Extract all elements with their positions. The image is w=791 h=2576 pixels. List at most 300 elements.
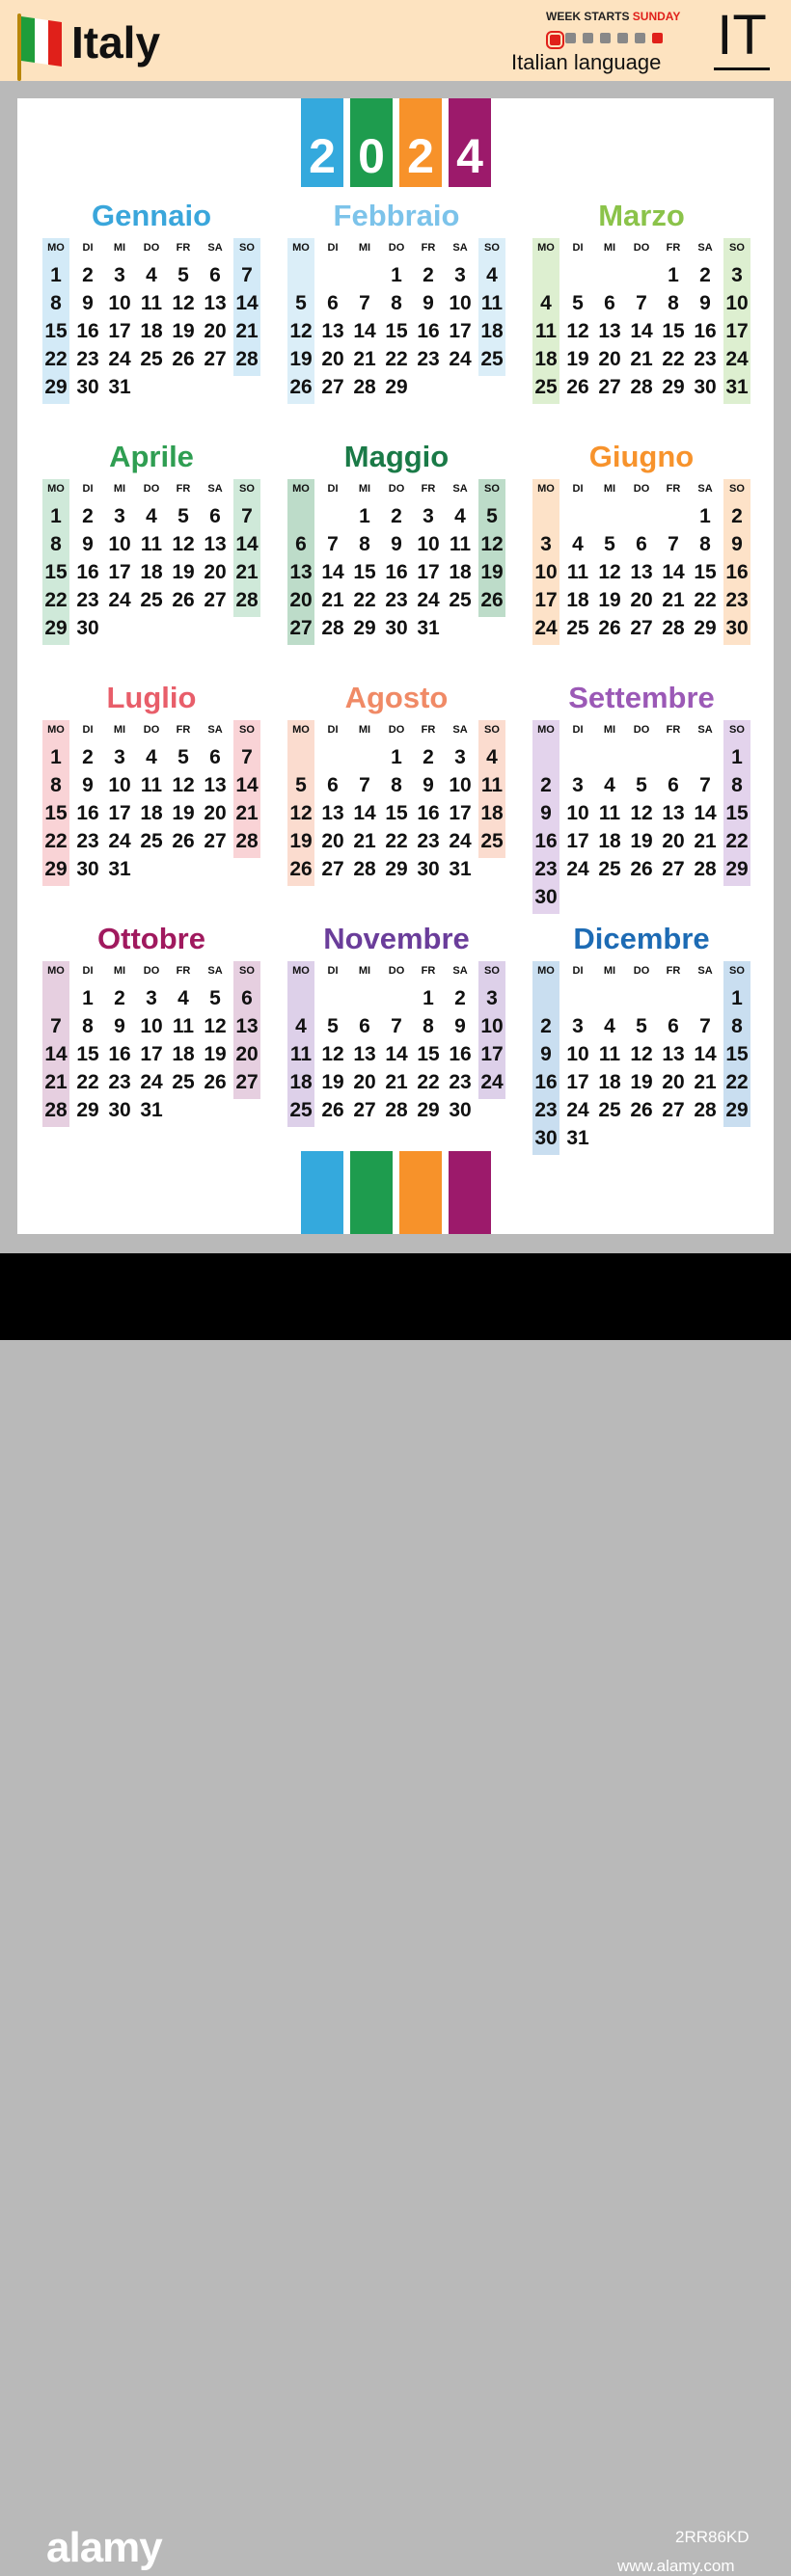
day-cell: 1	[423, 987, 434, 1009]
weekday-header: DO	[388, 724, 405, 736]
day-cell: 13	[662, 1043, 685, 1065]
day-cell: 18	[566, 589, 589, 611]
day-cell: 6	[327, 292, 339, 314]
day-cell: 6	[636, 533, 647, 555]
day-cell: 14	[694, 802, 717, 824]
color-bar	[301, 1151, 343, 1234]
day-cell: 18	[140, 561, 163, 583]
day-cell: 11	[140, 533, 163, 555]
day-cell: 16	[449, 1043, 472, 1065]
day-cell: 1	[731, 746, 743, 768]
day-cell: 16	[725, 561, 749, 583]
weekday-header: SA	[452, 483, 468, 495]
day-cell: 3	[486, 987, 498, 1009]
day-cell: 25	[480, 348, 504, 370]
day-cell: 27	[289, 617, 313, 639]
day-cell: 15	[44, 561, 68, 583]
weekday-header: SA	[207, 965, 223, 977]
weekday-header: SO	[729, 965, 745, 977]
day-cell: 7	[699, 1015, 711, 1037]
day-cell: 21	[662, 589, 685, 611]
day-cell: 13	[321, 802, 344, 824]
day-cell: 17	[108, 320, 131, 342]
day-cell: 19	[630, 1071, 653, 1093]
day-cell: 15	[44, 802, 68, 824]
day-cell: 16	[76, 320, 99, 342]
day-cell: 15	[417, 1043, 440, 1065]
weekday-header: FR	[666, 724, 681, 736]
day-cell: 13	[204, 774, 227, 796]
day-cell: 5	[604, 533, 615, 555]
day-cell: 8	[50, 533, 62, 555]
day-cell: 7	[241, 746, 253, 768]
day-cell: 29	[44, 376, 68, 398]
day-cell: 17	[417, 561, 440, 583]
day-cell: 19	[598, 589, 621, 611]
day-cell: 22	[694, 589, 717, 611]
month-name: Gennaio	[91, 199, 211, 232]
day-cell: 16	[417, 320, 440, 342]
day-cell: 17	[566, 1071, 589, 1093]
day-cell: 30	[534, 886, 558, 908]
day-cell: 20	[321, 830, 344, 852]
day-cell: 10	[534, 561, 558, 583]
day-cell: 29	[353, 617, 376, 639]
day-cell: 19	[630, 830, 653, 852]
day-cell: 13	[235, 1015, 259, 1037]
day-cell: 29	[662, 376, 685, 398]
day-cell: 30	[385, 617, 408, 639]
day-cell: 1	[699, 505, 711, 527]
day-cell: 9	[82, 533, 94, 555]
day-cell: 4	[295, 1015, 307, 1037]
day-cell: 21	[44, 1071, 68, 1093]
day-cell: 5	[327, 1015, 339, 1037]
day-cell: 11	[598, 802, 621, 824]
weekday-header: FR	[176, 242, 191, 254]
day-cell: 19	[480, 561, 504, 583]
day-cell: 1	[391, 264, 402, 286]
day-cell: 9	[454, 1015, 466, 1037]
color-bar	[449, 1151, 491, 1234]
day-cell: 10	[108, 292, 131, 314]
weekday-header: DI	[572, 965, 584, 977]
day-cell: 29	[725, 1099, 749, 1121]
day-cell: 24	[566, 858, 589, 880]
alamy-logo: alamy	[46, 2524, 162, 2571]
weekday-header: SO	[729, 483, 745, 495]
day-cell: 12	[289, 320, 313, 342]
day-cell: 18	[172, 1043, 195, 1065]
day-cell: 7	[50, 1015, 62, 1037]
day-cell: 6	[209, 746, 221, 768]
day-cell: 30	[108, 1099, 131, 1121]
day-cell: 7	[241, 264, 253, 286]
day-cell: 15	[662, 320, 685, 342]
day-cell: 24	[725, 348, 749, 370]
weekday-header: MO	[47, 965, 65, 977]
day-cell: 12	[480, 533, 504, 555]
day-cell: 8	[668, 292, 679, 314]
month-agosto	[286, 677, 507, 918]
day-cell: 17	[534, 589, 558, 611]
day-cell: 25	[449, 589, 472, 611]
day-cell: 10	[566, 802, 589, 824]
day-cell: 26	[172, 589, 195, 611]
day-cell: 22	[353, 589, 376, 611]
month-settembre	[531, 677, 752, 918]
weekday-header: FR	[176, 965, 191, 977]
day-cell: 27	[662, 858, 685, 880]
month-gennaio	[41, 195, 262, 436]
day-cell: 2	[540, 1015, 552, 1037]
weekday-header: SA	[697, 483, 713, 495]
day-cell: 27	[204, 348, 227, 370]
day-cell: 5	[295, 292, 307, 314]
day-cell: 18	[140, 320, 163, 342]
weekday-header: MI	[603, 724, 616, 736]
day-cell: 4	[177, 987, 189, 1009]
day-cell: 4	[454, 505, 466, 527]
day-cell: 8	[359, 533, 370, 555]
day-cell: 7	[699, 774, 711, 796]
weekday-header: DI	[82, 483, 94, 495]
day-cell: 31	[108, 376, 131, 398]
weekday-header: DI	[82, 965, 94, 977]
month-name: Giugno	[588, 440, 695, 473]
weekday-header: DO	[143, 724, 160, 736]
day-cell: 2	[114, 987, 125, 1009]
day-cell: 30	[534, 1127, 558, 1149]
day-cell: 30	[694, 376, 717, 398]
weekday-header: MI	[358, 965, 371, 977]
day-cell: 15	[725, 802, 749, 824]
day-cell: 4	[540, 292, 552, 314]
day-cell: 6	[327, 774, 339, 796]
day-cell: 19	[566, 348, 589, 370]
day-cell: 20	[204, 802, 227, 824]
weekday-header: SO	[729, 242, 745, 254]
day-cell: 4	[572, 533, 584, 555]
day-cell: 28	[235, 348, 259, 370]
weekday-header: MO	[537, 483, 555, 495]
day-cell: 3	[454, 264, 466, 286]
day-cell: 16	[534, 830, 558, 852]
day-cell: 6	[295, 533, 307, 555]
language-label: Italian language	[511, 50, 662, 74]
weekday-header: DO	[388, 242, 405, 254]
day-cell: 4	[486, 264, 498, 286]
day-cell: 23	[76, 589, 99, 611]
day-cell: 28	[235, 589, 259, 611]
day-cell: 25	[598, 1099, 621, 1121]
day-cell: 11	[480, 774, 504, 796]
day-cell: 4	[604, 774, 615, 796]
weekday-header: MI	[358, 483, 371, 495]
day-cell: 11	[140, 774, 163, 796]
day-cell: 1	[50, 505, 62, 527]
day-cell: 5	[636, 774, 647, 796]
day-cell: 31	[140, 1099, 163, 1121]
weekday-header: FR	[176, 724, 191, 736]
day-cell: 28	[353, 858, 376, 880]
day-cell: 24	[140, 1071, 163, 1093]
day-cell: 13	[289, 561, 313, 583]
day-cell: 21	[321, 589, 344, 611]
day-cell: 30	[417, 858, 440, 880]
day-cell: 8	[391, 774, 402, 796]
weekday-header: SA	[207, 242, 223, 254]
day-cell: 13	[321, 320, 344, 342]
weekday-header: FR	[421, 965, 436, 977]
image-id: 2RR86KD	[675, 2528, 750, 2546]
day-cell: 19	[321, 1071, 344, 1093]
day-cell: 15	[76, 1043, 99, 1065]
day-cell: 22	[725, 1071, 749, 1093]
day-cell: 14	[321, 561, 344, 583]
month-dicembre	[531, 918, 752, 1159]
day-cell: 21	[694, 830, 717, 852]
day-cell: 27	[598, 376, 621, 398]
month-aprile	[41, 436, 262, 677]
weekday-header: DO	[633, 483, 650, 495]
day-cell: 11	[598, 1043, 621, 1065]
day-cell: 29	[44, 858, 68, 880]
day-cell: 9	[423, 774, 434, 796]
day-cell: 7	[391, 1015, 402, 1037]
day-cell: 12	[204, 1015, 227, 1037]
day-cell: 2	[540, 774, 552, 796]
weekday-header: FR	[666, 483, 681, 495]
day-cell: 30	[76, 376, 99, 398]
day-cell: 25	[140, 830, 163, 852]
day-cell: 12	[172, 774, 195, 796]
weekday-header: SO	[484, 965, 500, 977]
weekday-header: SA	[697, 965, 713, 977]
weekday-header: MI	[603, 242, 616, 254]
day-cell: 20	[662, 1071, 685, 1093]
day-cell: 24	[449, 348, 472, 370]
day-cell: 3	[540, 533, 552, 555]
flag-stripe-white	[35, 18, 48, 65]
week-dot	[548, 33, 562, 47]
day-cell: 21	[235, 561, 259, 583]
day-cell: 18	[534, 348, 558, 370]
day-cell: 31	[417, 617, 440, 639]
week-start-label	[546, 10, 680, 23]
day-cell: 16	[108, 1043, 131, 1065]
day-cell: 11	[480, 292, 504, 314]
day-cell: 20	[204, 561, 227, 583]
day-cell: 26	[566, 376, 589, 398]
day-cell: 28	[662, 617, 685, 639]
weekday-header: SA	[207, 483, 223, 495]
flag-stripe-green	[21, 16, 35, 63]
day-cell: 21	[694, 1071, 717, 1093]
day-cell: 6	[209, 264, 221, 286]
weekday-header: FR	[666, 965, 681, 977]
day-cell: 16	[694, 320, 717, 342]
weekday-header: MI	[113, 242, 126, 254]
day-cell: 21	[385, 1071, 408, 1093]
day-cell: 19	[172, 320, 195, 342]
day-cell: 16	[76, 802, 99, 824]
day-cell: 13	[204, 292, 227, 314]
day-cell: 3	[572, 1015, 584, 1037]
day-cell: 14	[385, 1043, 408, 1065]
day-cell: 7	[327, 533, 339, 555]
week-dot	[565, 33, 576, 43]
day-cell: 8	[391, 292, 402, 314]
day-cell: 14	[44, 1043, 68, 1065]
weekday-header: MO	[292, 965, 310, 977]
day-cell: 13	[662, 802, 685, 824]
day-cell: 15	[385, 320, 408, 342]
day-cell: 19	[289, 830, 313, 852]
day-cell: 15	[353, 561, 376, 583]
weekday-header: MI	[113, 483, 126, 495]
day-cell: 9	[540, 1043, 552, 1065]
day-cell: 10	[449, 292, 472, 314]
day-cell: 13	[353, 1043, 376, 1065]
day-cell: 17	[140, 1043, 163, 1065]
day-cell: 23	[534, 1099, 558, 1121]
day-cell: 22	[76, 1071, 99, 1093]
day-cell: 24	[566, 1099, 589, 1121]
day-cell: 3	[454, 746, 466, 768]
day-cell: 23	[725, 589, 749, 611]
day-cell: 15	[725, 1043, 749, 1065]
day-cell: 20	[235, 1043, 259, 1065]
weekday-header: MO	[292, 724, 310, 736]
day-cell: 26	[598, 617, 621, 639]
day-cell: 19	[289, 348, 313, 370]
day-cell: 9	[699, 292, 711, 314]
weekday-header: DI	[572, 242, 584, 254]
day-cell: 14	[662, 561, 685, 583]
day-cell: 9	[391, 533, 402, 555]
day-cell: 27	[630, 617, 653, 639]
week-dot	[635, 33, 645, 43]
day-cell: 28	[235, 830, 259, 852]
month-name: Novembre	[323, 922, 470, 955]
day-cell: 8	[50, 292, 62, 314]
day-cell: 5	[209, 987, 221, 1009]
day-cell: 27	[204, 589, 227, 611]
color-bar	[350, 1151, 393, 1234]
day-cell: 17	[480, 1043, 504, 1065]
day-cell: 1	[391, 746, 402, 768]
weekday-header: FR	[421, 724, 436, 736]
day-cell: 9	[540, 802, 552, 824]
weekday-header: SO	[239, 242, 255, 254]
day-cell: 19	[204, 1043, 227, 1065]
day-cell: 10	[480, 1015, 504, 1037]
day-cell: 31	[108, 858, 131, 880]
day-cell: 22	[417, 1071, 440, 1093]
day-cell: 17	[108, 561, 131, 583]
day-cell: 2	[82, 505, 94, 527]
month-marzo	[531, 195, 752, 436]
day-cell: 1	[359, 505, 370, 527]
day-cell: 29	[725, 858, 749, 880]
weekday-header: SA	[452, 724, 468, 736]
month-ottobre	[41, 918, 262, 1159]
weekday-header: SA	[697, 724, 713, 736]
day-cell: 4	[146, 746, 157, 768]
day-cell: 27	[321, 376, 344, 398]
weekday-header: MO	[47, 483, 65, 495]
weekday-header: MO	[537, 965, 555, 977]
day-cell: 27	[353, 1099, 376, 1121]
day-cell: 9	[82, 774, 94, 796]
day-cell: 17	[725, 320, 749, 342]
day-cell: 22	[662, 348, 685, 370]
day-cell: 9	[731, 533, 743, 555]
day-cell: 13	[630, 561, 653, 583]
day-cell: 1	[731, 987, 743, 1009]
flag-stripe-red	[48, 20, 62, 67]
month-name: Marzo	[598, 199, 685, 232]
month-name: Aprile	[109, 440, 194, 473]
day-cell: 21	[630, 348, 653, 370]
weekday-header: SA	[452, 242, 468, 254]
day-cell: 20	[204, 320, 227, 342]
day-cell: 3	[731, 264, 743, 286]
day-cell: 20	[289, 589, 313, 611]
day-cell: 7	[636, 292, 647, 314]
week-dot	[652, 33, 663, 43]
day-cell: 13	[598, 320, 621, 342]
day-cell: 16	[76, 561, 99, 583]
day-cell: 5	[572, 292, 584, 314]
day-cell: 4	[604, 1015, 615, 1037]
day-cell: 5	[177, 264, 189, 286]
day-cell: 28	[694, 1099, 717, 1121]
day-cell: 23	[76, 348, 99, 370]
day-cell: 4	[146, 264, 157, 286]
day-cell: 3	[572, 774, 584, 796]
day-cell: 26	[204, 1071, 227, 1093]
month-name: Febbraio	[333, 199, 460, 232]
day-cell: 12	[172, 292, 195, 314]
day-cell: 9	[423, 292, 434, 314]
weekday-header: DI	[327, 724, 339, 736]
week-start-day: SUNDAY	[632, 10, 681, 23]
day-cell: 3	[114, 505, 125, 527]
day-cell: 21	[353, 348, 376, 370]
day-cell: 25	[140, 589, 163, 611]
weekday-header: SA	[452, 965, 468, 977]
day-cell: 26	[630, 1099, 653, 1121]
day-cell: 6	[668, 774, 679, 796]
day-cell: 5	[486, 505, 498, 527]
day-cell: 28	[694, 858, 717, 880]
day-cell: 8	[423, 1015, 434, 1037]
day-cell: 22	[44, 589, 68, 611]
day-cell: 15	[44, 320, 68, 342]
day-cell: 3	[423, 505, 434, 527]
day-cell: 12	[172, 533, 195, 555]
day-cell: 10	[108, 774, 131, 796]
day-cell: 10	[566, 1043, 589, 1065]
day-cell: 30	[449, 1099, 472, 1121]
italy-flag-icon	[21, 16, 62, 67]
day-cell: 5	[177, 746, 189, 768]
week-dot	[600, 33, 611, 43]
month-name: Dicembre	[573, 922, 710, 955]
day-cell: 8	[699, 533, 711, 555]
